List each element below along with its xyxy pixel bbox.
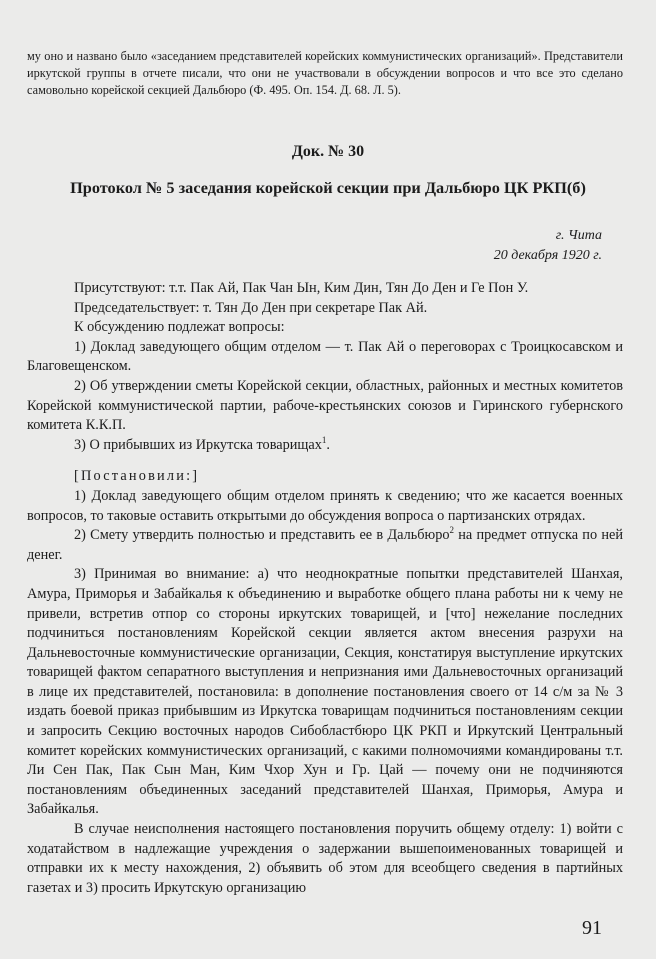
resolution-2 [27, 526, 623, 565]
document-title: Протокол № 5 заседания корейской секции при Дальбюро ЦК РКП(б) [70, 178, 586, 197]
resolution-3: 3) Принимая во внимание: а) что неоднократные попытки представителей Шанхая, Амура, Приморья и Забайкалья к объединению и выработке общего плана работы ни к чему не привели, встретив отпор со стороны иркутских товарищей, и [что] нежелание последних подчиниться постановлениям Корейской секции является актом внесения разрухи на Дальневосточные коммунистические организации, Секция, констатируя выступление иркутских товарищей фактом сепаратного выступления и непризнания ими Дальневосточных организаций в лице их представителей, постановила: в дополнение постановления своего от 14 с/м за № 3 издать боевой приказ прибывшим из Иркутска товарищам подчиниться постановлениям секции и запросить Секцию восточных народов Сибобластбюро ЦК РКП и Иркутский Центральный комитет корейских коммунистических организаций, с какими полномочиями командированы т.т. Ли Сен Пак, Пак Сын Ман, Ким Чхор Хун и Гр. Цай — почему они не подчиняются постановлениям объединенных заседаний представителей Шанхая, Приморья, Амура и Забайкалья. [27, 566, 623, 818]
resolution-1: 1) Доклад заведующего общим отделом принять к сведению; что же касается военных вопросов, то таковые оставить открытыми до обсуждения вопроса о партизанских отрядах. [27, 487, 623, 524]
place-date-block [494, 226, 602, 266]
agenda-intro: К обсуждению подлежат вопросы: [74, 319, 285, 336]
page-number: 91 [582, 917, 602, 939]
agenda-item-3-text: 3) О прибывших из Иркутска товарищах [74, 436, 322, 453]
place: г. Чита [555, 228, 602, 243]
agenda-item-2: 2) Об утверждении сметы Корейской секции, областных, районных и местных комитетов Корейской коммунистической партии, рабоче-крестьянских союзов и Гиринского губернского комитета К.К.П. [27, 377, 623, 434]
final-paragraph: В случае неисполнения настоящего постановления поручить общему отделу: 1) войти с ходатайством в надлежащие учреждения о задержании вышепоименованных товарищей и отправки их к месту нахождения, 2) объявить об этом для всеобщего сведения в партийных газетах и 3) просить Иркутскую организацию [27, 821, 623, 896]
agenda-item-1: 1) Доклад заведующего общим отделом — т. Пак Ай о переговорах с Троицкосавском и Благовещенском. [27, 338, 623, 375]
date: 20 декабря 1920 г. [493, 248, 602, 263]
protocol-body [27, 279, 623, 898]
document-number: Док. № 30 [291, 143, 365, 160]
footnote-marker-1: 1 [321, 434, 327, 445]
resolution-2-text: 2) Смету утвердить полностью и представить ее в Дальбюро [74, 527, 450, 544]
chairperson: Председательствует: т. Тян До Ден при секретаре Пак Ай. [74, 299, 428, 316]
resolution-2-tail: на предмет отпуска по ней денег. [27, 527, 623, 563]
footnote-marker-2: 2 [449, 525, 455, 536]
agenda-item-3: 3) О прибывших из Иркутска товарищах$^1$. [74, 434, 330, 453]
attendees: Присутствуют: т.т. Пак Ай, Пак Чан Ын, Ким Дин, Тян До Ден и Ге Пон У. [74, 280, 529, 296]
resolved-heading: [Постановили:] [74, 468, 200, 485]
footnote-continuation: му оно и названо было «заседанием представителей корейских коммунистических организаций». Представители иркутской группы в отчете писали, что они не участвовали в обсуждении вопросов и что все это сделано самовольно корейской секцией Дальбюро (Ф. 495. Оп. 154. Д. 68. Л. 5). [27, 49, 623, 98]
